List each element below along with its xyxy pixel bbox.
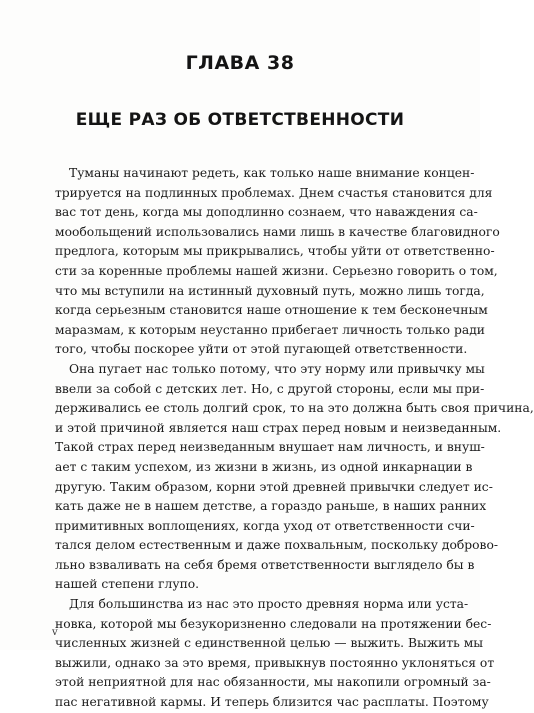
text-line: выжили, однако за это время, привыкнув постоянно уклоняться от xyxy=(55,655,495,670)
text-line: и этой причиной является наш страх перед новым и неизведанным. xyxy=(55,420,502,435)
text-line: того, чтобы поскорее уйти от этой пугающей ответственности. xyxy=(55,342,468,357)
text-line: мообольщений использовались нами лишь в качестве благовидного xyxy=(55,224,500,239)
paragraph xyxy=(55,595,495,713)
body-text xyxy=(55,164,534,713)
text-line: Для большинства из нас это просто древняя норма или уста- xyxy=(69,597,469,612)
text-line: тался делом естественным и даже похвальным, поскольку доброво- xyxy=(55,538,499,553)
text-line: Она пугает нас только потому, что эту норму или привычку мы xyxy=(69,361,485,376)
text-line: кать даже не в нашем детстве, а гораздо раньше, в наших ранних xyxy=(55,499,487,514)
text-line: Туманы начинают редеть, как только наше внимание концен- xyxy=(69,166,475,180)
paragraph xyxy=(55,360,534,595)
text-line: этой неприятной для нас обязанности, мы накопили огромный за- xyxy=(55,675,491,690)
text-line: что мы вступили на истинный духовный путь, можно лишь тогда, xyxy=(55,283,485,298)
text-line: сти за коренные проблемы нашей жизни. Серьезно говорить о том, xyxy=(55,263,498,278)
text-line: трируется на подлинных проблемах. Днем счастья становится для xyxy=(55,185,493,200)
text-line: примитивных воплощениях, когда уход от ответственности счи- xyxy=(55,518,475,533)
text-line: пас негативной кармы. И теперь близится час расплаты. Поэтому xyxy=(55,695,489,710)
text-line: маразмам, к которым неустанно прибегает личность только ради xyxy=(55,322,485,337)
text-line: Такой страх перед неизведанным внушает нам личность, и внуш- xyxy=(55,440,485,455)
text-line: ввели за собой с детских лет. Но, с другой стороны, если мы при- xyxy=(55,381,485,396)
text-line: льно взваливать на себя бремя ответственности выглядело бы в xyxy=(55,557,475,572)
page-number: v xyxy=(52,627,58,638)
text-line: вас тот день, когда мы доподлинно сознаем, что наваждения са- xyxy=(55,205,478,220)
chapter-title: ЕЩЕ РАЗ ОБ ОТВЕТСТВЕННОСТИ xyxy=(75,110,405,130)
chapter-label: ГЛАВА 38 xyxy=(185,52,295,74)
text-line: численных жизней с единственной целью — выжить. Выжить мы xyxy=(55,636,484,651)
text-line: другую. Таким образом, корни этой древней привычки следует ис- xyxy=(55,479,493,494)
text-line: нашей степени глупо. xyxy=(55,577,200,592)
text-line: ает с таким успехом, из жизни в жизнь, из одной инкарнации в xyxy=(55,459,473,474)
text-line: новка, которой мы безукоризненно следовали на протяжении бес- xyxy=(55,616,492,631)
text-line: предлога, которым мы прикрывались, чтобы уйти от ответственно- xyxy=(55,244,495,259)
paragraph xyxy=(55,164,500,360)
text-line: держивались ее столь долгий срок, то на это должна быть своя причина, xyxy=(55,401,534,416)
text-line: когда серьезным становится наше отношение к тем бесконечным xyxy=(55,303,488,318)
